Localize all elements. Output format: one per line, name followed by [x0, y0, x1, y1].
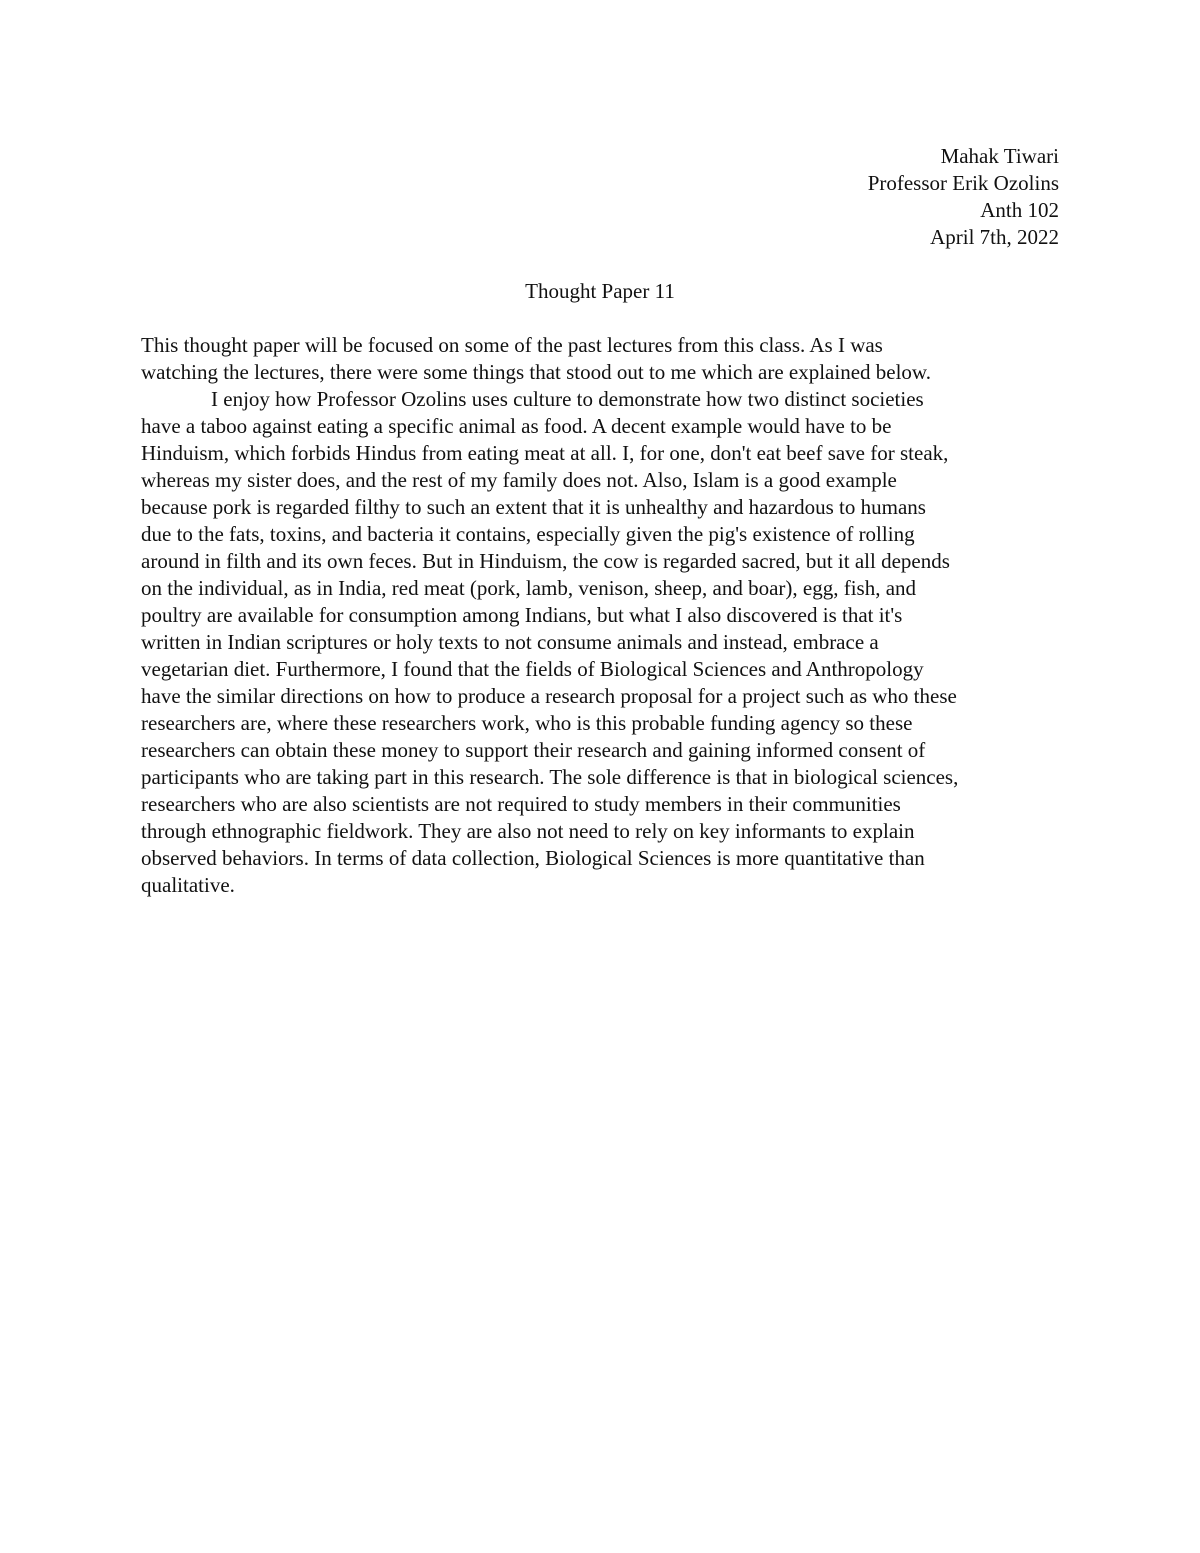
body-line: because pork is regarded filthy to such an extent that it is unhealthy and hazardous to humans: [141, 495, 926, 519]
document-body: [141, 332, 1061, 899]
body-line: Hinduism, which forbids Hindus from eating meat at all. I, for one, don't eat beef save for steak,: [141, 441, 949, 465]
body-line: watching the lectures, there were some things that stood out to me which are explained below.: [141, 360, 931, 384]
professor-name: Professor Erik Ozolins: [867, 171, 1059, 195]
body-line: This thought paper will be focused on some of the past lectures from this class. As I was: [141, 333, 883, 357]
body-line: researchers can obtain these money to support their research and gaining informed consent of: [141, 738, 926, 762]
body-line: I enjoy how Professor Ozolins uses culture to demonstrate how two distinct societies: [211, 387, 924, 411]
body-line: have the similar directions on how to produce a research proposal for a project such as who these: [141, 684, 957, 708]
document-date: April 7th, 2022: [930, 225, 1059, 249]
body-line: through ethnographic fieldwork. They are also not need to rely on key informants to explain: [141, 819, 915, 843]
body-line: written in Indian scriptures or holy texts to not consume animals and instead, embrace a: [141, 630, 879, 654]
body-line: qualitative.: [141, 873, 235, 897]
document-title: Thought Paper 11: [525, 279, 675, 303]
course-name: Anth 102: [980, 198, 1059, 222]
body-line: observed behaviors. In terms of data collection, Biological Sciences is more quantitative than: [141, 846, 925, 870]
body-line: researchers are, where these researchers work, who is this probable funding agency so these: [141, 711, 913, 735]
body-line: on the individual, as in India, red meat (pork, lamb, venison, sheep, and boar), egg, fish, and: [141, 576, 917, 600]
document-header: [868, 143, 1059, 251]
body-line: whereas my sister does, and the rest of my family does not. Also, Islam is a good example: [141, 468, 897, 492]
author-name: Mahak Tiwari: [940, 144, 1059, 168]
body-line: vegetarian diet. Furthermore, I found that the fields of Biological Sciences and Anthropology: [141, 657, 924, 681]
body-line: poultry are available for consumption among Indians, but what I also discovered is that it's: [141, 603, 903, 627]
body-line: around in filth and its own feces. But in Hinduism, the cow is regarded sacred, but it all depends: [141, 549, 950, 573]
body-line: participants who are taking part in this research. The sole difference is that in biological sciences,: [141, 765, 959, 789]
body-line: have a taboo against eating a specific animal as food. A decent example would have to be: [141, 414, 892, 438]
body-line: researchers who are also scientists are not required to study members in their communities: [141, 792, 901, 816]
body-line: due to the fats, toxins, and bacteria it contains, especially given the pig's existence of rolling: [141, 522, 915, 546]
